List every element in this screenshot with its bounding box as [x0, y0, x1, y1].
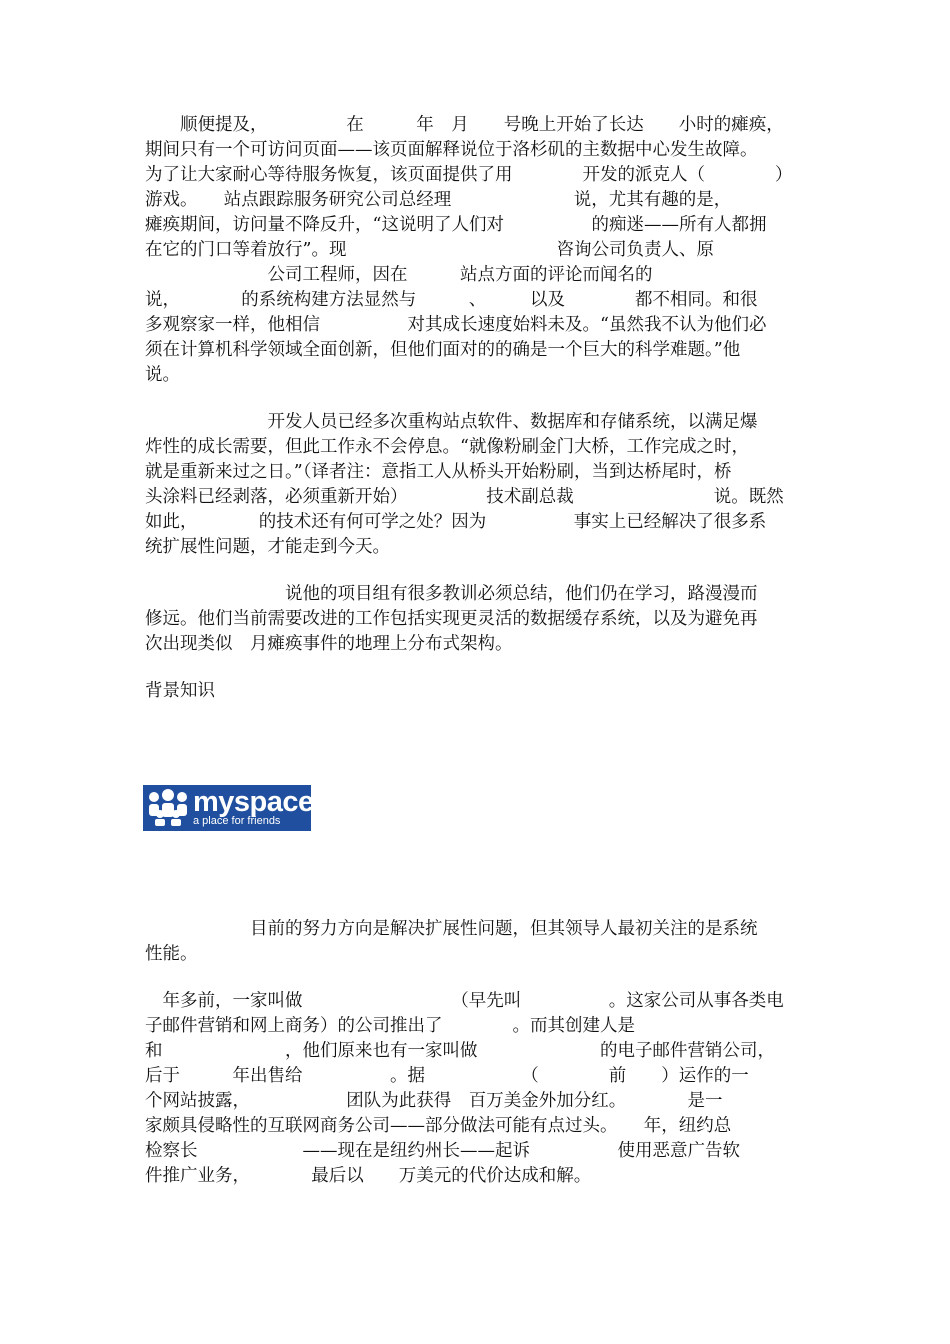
myspace-logo	[143, 785, 314, 831]
paragraph-rebuild-line: 炸性的成长需要，但此工作永不会停息。“就像粉刷金门大桥，工作完成之时，	[145, 437, 749, 457]
paragraph-history-line: 检察长 ——现在是纽约州长——起诉 使用恶意广告软	[145, 1141, 740, 1161]
paragraph-rebuild-line: 如此， 的技术还有何可学之处？因为 事实上已经解决了很多系	[145, 512, 767, 532]
section-heading-background-line: 背景知识	[145, 681, 215, 701]
paragraph-history-line: 个网站披露， 团队为此获得 百万美金外加分红。 是一	[145, 1091, 723, 1111]
paragraph-history-line: 年多前，一家叫做 （早先叫 。这家公司从事各类电	[145, 991, 784, 1011]
paragraph-history-line: 子邮件营销和网上商务）的公司推出了 。而其创建人是	[145, 1016, 635, 1036]
paragraph-rebuild-line: 统扩展性问题，才能走到今天。	[145, 537, 390, 557]
paragraph-outage-line: 瘫痪期间，访问量不降反升，“这说明了人们对 的痴迷——所有人都拥	[145, 215, 767, 235]
paragraph-outage-line: 游戏。 站点跟踪服务研究公司总经理 说，尤其有趣的是，	[145, 190, 732, 210]
paragraph-outage-line: 多观察家一样，他相信 对其成长速度始料未及。“虽然我不认为他们必	[145, 315, 767, 335]
paragraph-outage-line: 期间只有一个可访问页面——该页面解释说位于洛杉矶的主数据中心发生故障。	[145, 140, 758, 160]
paragraph-rebuild-line: 开发人员已经多次重构站点软件、数据库和存储系统，以满足爆	[145, 412, 758, 432]
paragraph-history-line: 后于 年出售给 。据 （ 前 ）运作的一	[145, 1066, 749, 1086]
paragraph-rebuild-line: 头涂料已经剥落，必须重新开始） 技术副总裁 说。既然	[145, 487, 784, 507]
logo-wordmark: myspace	[193, 786, 314, 818]
paragraph-outage-line: 顺便提及， 在 年 月 号晚上开始了长达 小时的瘫痪，	[145, 115, 784, 135]
paragraph-lessons-line: 说他的项目组有很多教训必须总结，他们仍在学习，路漫漫而	[145, 584, 758, 604]
people-group-icon	[146, 789, 190, 827]
paragraph-outage-line: 为了让大家耐心等待服务恢复，该页面提供了用 开发的派克人（ ）	[145, 165, 793, 185]
paragraph-lessons-line: 次出现类似 月瘫痪事件的地理上分布式架构。	[145, 634, 513, 654]
paragraph-rebuild-line: 就是重新来过之日。”（译者注：意指工人从桥头开始粉刷，当到达桥尾时，桥	[145, 462, 732, 482]
paragraph-history-line: 件推广业务， 最后以 万美元的代价达成和解。	[145, 1166, 592, 1186]
paragraph-history-line: 家颇具侵略性的互联网商务公司——部分做法可能有点过头。 年，纽约总	[145, 1116, 732, 1136]
paragraph-lessons-line: 修远。他们当前需要改进的工作包括实现更灵活的数据缓存系统，以及为避免再	[145, 609, 758, 629]
paragraph-history-line: 和 ，他们原来也有一家叫做 的电子邮件营销公司，	[145, 1041, 775, 1061]
paragraph-outage-line: 须在计算机科学领域全面创新，但他们面对的的确是一个巨大的科学难题。”他	[145, 340, 741, 360]
logo-tagline: a place for friends	[193, 815, 281, 827]
paragraph-outage-line: 公司工程师，因在 站点方面的评论而闻名的	[145, 265, 653, 285]
paragraph-focus-line: 性能。	[145, 944, 198, 964]
paragraph-outage-line: 在它的门口等着放行”。现 咨询公司负责人、原	[145, 240, 714, 260]
paragraph-focus-line: 目前的努力方向是解决扩展性问题，但其领导人最初关注的是系统	[145, 919, 758, 939]
paragraph-outage-line: 说， 的系统构建方法显然与 、 以及 都不相同。和很	[145, 290, 758, 310]
paragraph-outage-line: 说。	[145, 365, 180, 385]
